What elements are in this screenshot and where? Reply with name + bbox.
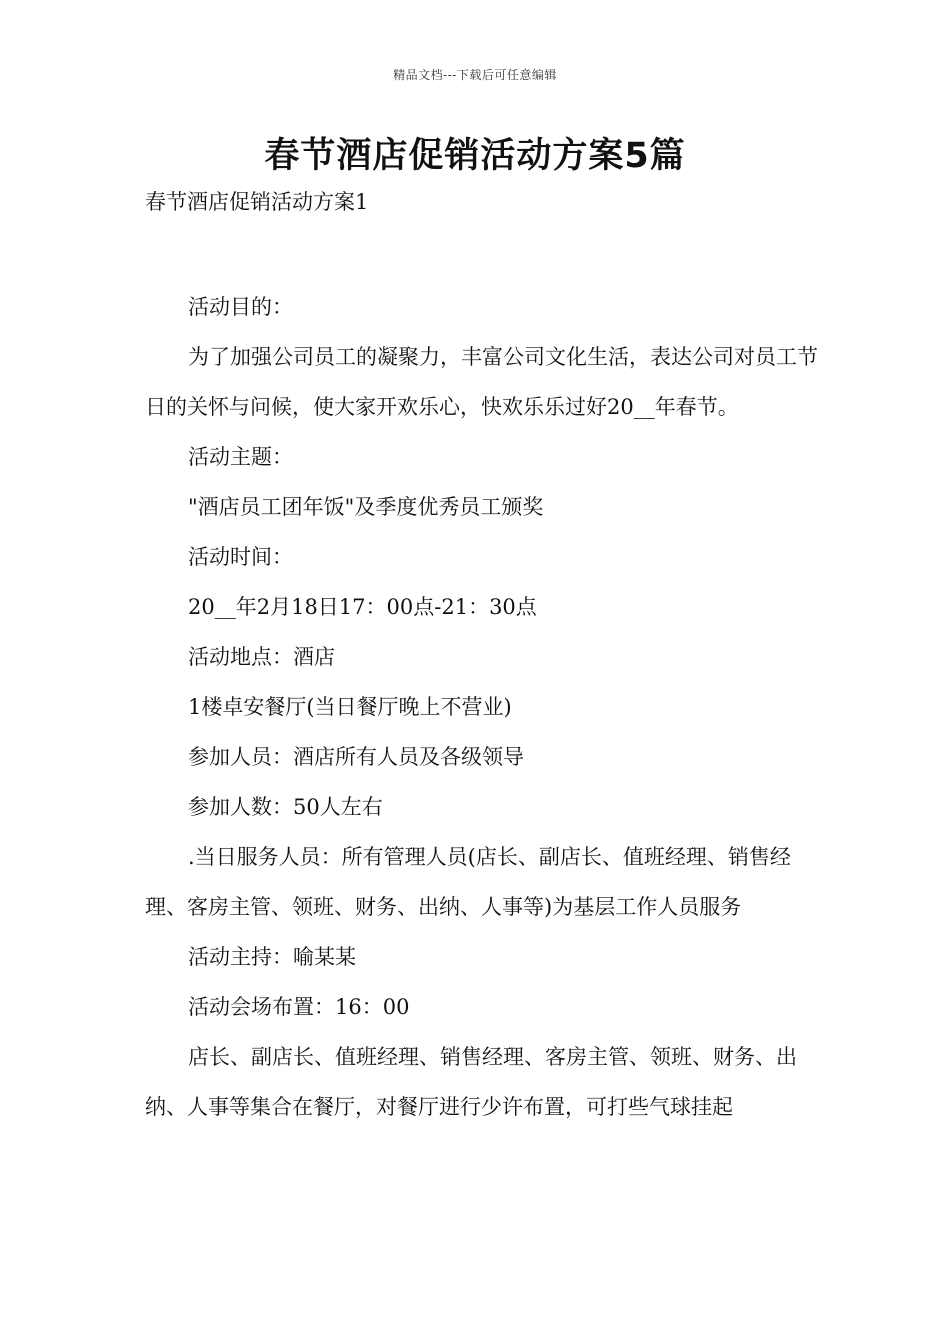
paragraph-location: 活动地点：酒店 xyxy=(188,645,335,669)
document-title: 春节酒店促销活动方案5篇 xyxy=(264,136,686,176)
paragraph-venue: 1楼卓安餐厅(当日餐厅晚上不营业) xyxy=(188,695,512,719)
paragraph-time-heading: 活动时间： xyxy=(188,545,293,569)
page-header-note: 精品文档---下载后可任意编辑 xyxy=(393,68,557,82)
paragraph-setup-time: 活动会场布置：16：00 xyxy=(188,995,410,1019)
document-body xyxy=(145,282,825,1132)
paragraph-service-staff: .当日服务人员：所有管理人员(店长、副店长、值班经理、销售经理、客房主管、领班、财务、出纳、人事等)为基层工作人员服务 xyxy=(145,845,791,919)
paragraph-time-text: 20__年2月18日17：00点-21：30点 xyxy=(188,595,537,619)
document-subtitle: 春节酒店促销活动方案1 xyxy=(145,190,369,214)
paragraph-purpose-text: 为了加强公司员工的凝聚力，丰富公司文化生活，表达公司对员工节日的关怀与问候，使大家开欢乐心，快欢乐乐过好20__年春节。 xyxy=(145,345,818,419)
paragraph-theme-text: "酒店员工团年饭"及季度优秀员工颁奖 xyxy=(188,495,544,519)
paragraph-setup-text: 店长、副店长、值班经理、销售经理、客房主管、领班、财务、出纳、人事等集合在餐厅，对餐厅进行少许布置，可打些气球挂起 xyxy=(145,1045,797,1119)
paragraph-participants: 参加人员：酒店所有人员及各级领导 xyxy=(188,745,524,769)
paragraph-headcount: 参加人数：50人左右 xyxy=(188,795,383,819)
paragraph-theme-heading: 活动主题： xyxy=(188,445,293,469)
paragraph-host: 活动主持：喻某某 xyxy=(188,945,356,969)
paragraph-purpose-heading: 活动目的： xyxy=(188,295,293,319)
